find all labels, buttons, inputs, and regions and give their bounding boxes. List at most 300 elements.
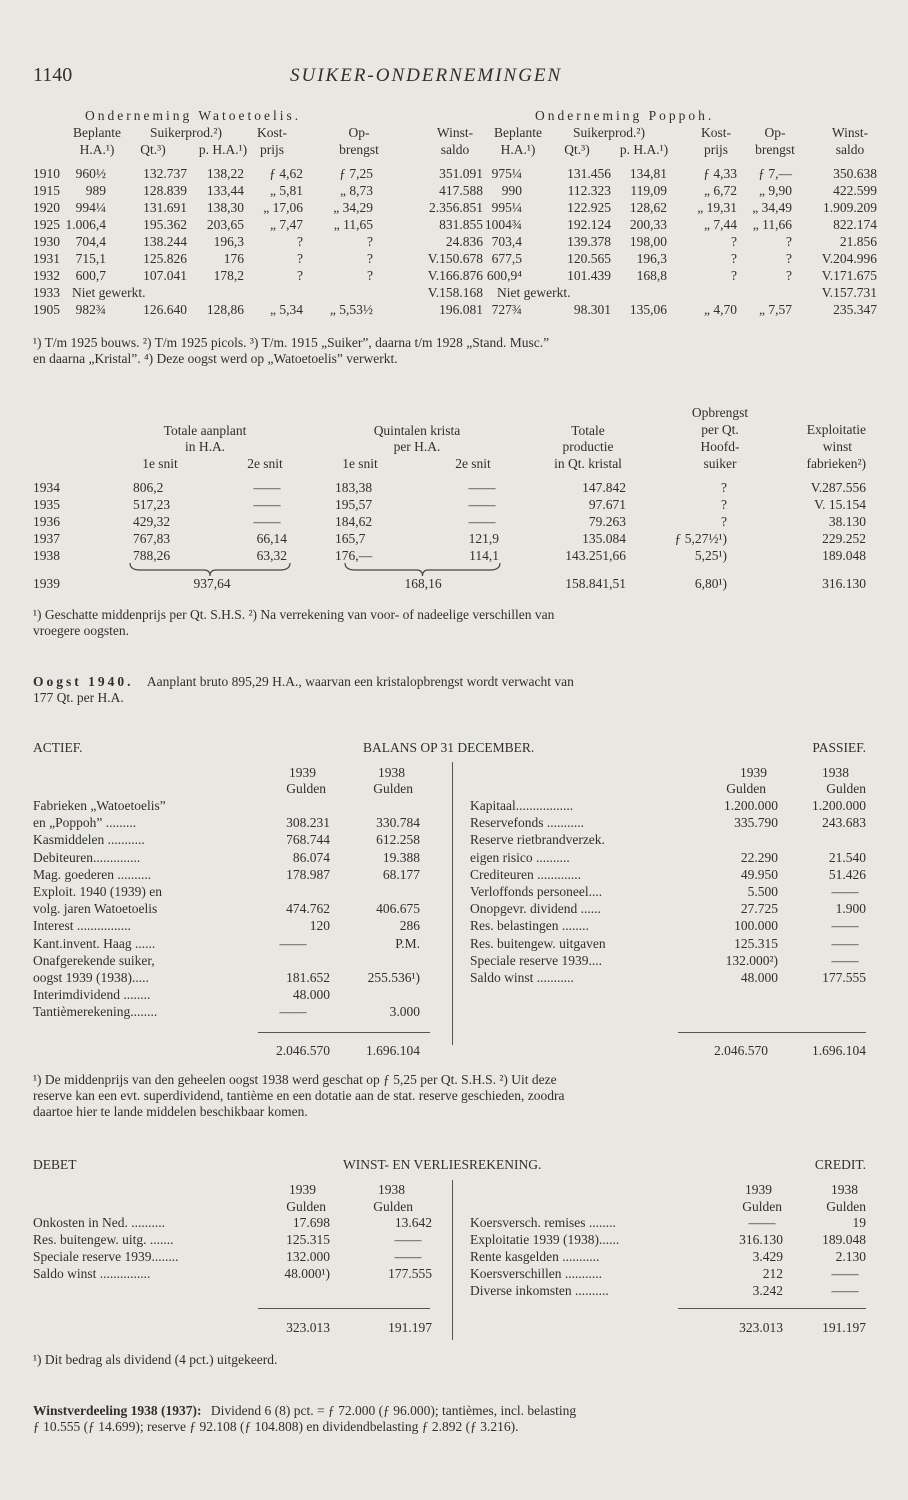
brace-1 <box>130 563 290 576</box>
header-aanplant-1: Totale aanplant <box>163 423 247 438</box>
table1-cell: 1925 <box>33 217 60 232</box>
balance-footnote-3: daartoe hier te lande middelen beschikbaar komen. <box>33 1104 308 1119</box>
table1-cell: ƒ 4,62 <box>269 166 303 181</box>
passief-label-item: Reserve rietbrandverzek. <box>470 832 605 847</box>
passief-1938: —— <box>831 884 859 899</box>
actief-label-item: Fabrieken „Watoetoelis” <box>33 798 166 813</box>
table1-cell: 1910 <box>33 166 60 181</box>
row-1939-quintalen: 168,16 <box>404 576 442 591</box>
table2-cell: 1937 <box>33 531 60 546</box>
table1-cell: 727¾ <box>491 302 522 317</box>
table1-cell: 125.826 <box>143 251 187 266</box>
table1-cell: „ 9,90 <box>759 183 792 198</box>
passief-1938: —— <box>831 953 859 968</box>
actief-total-1938: 1.696.104 <box>366 1043 420 1058</box>
table1-cell: ? <box>731 268 737 283</box>
passief-label-item: Kapitaal................. <box>470 798 574 813</box>
winstverdeeling-paragraph-1 <box>33 1403 576 1418</box>
table1-cell: 98.301 <box>573 302 611 317</box>
credit-total-rule <box>678 1308 866 1309</box>
credit-1938: —— <box>831 1266 859 1281</box>
passief-1939: 49.950 <box>740 867 778 882</box>
passief-label: PASSIEF. <box>812 740 866 755</box>
col-header-1-5: Beplante <box>494 125 542 140</box>
table1-cell: 1915 <box>33 183 60 198</box>
passief-1938: 177.555 <box>822 970 866 985</box>
table1-cell: „ 6,72 <box>704 183 737 198</box>
table1-footnote-1: ¹) T/m 1925 bouws. ²) T/m 1925 picols. ³) T/m. 1915 „Suiker”, daarna t/m 1928 „Stand. Musc.” <box>33 335 550 350</box>
actief-label-item: Interimdividend ........ <box>33 987 151 1002</box>
credit-label: CREDIT. <box>814 1157 866 1172</box>
credit-year-1938: 1938 <box>831 1182 858 1197</box>
credit-item: Rente kasgelden ........... <box>470 1249 600 1264</box>
table2-cell: V. 15.154 <box>814 497 866 512</box>
table1-cell: 168,8 <box>636 268 667 283</box>
table2-cell: 1935 <box>33 497 60 512</box>
table1-cell: 131.456 <box>567 166 611 181</box>
header-totale-3: in Qt. kristal <box>554 456 622 471</box>
actief-1938: 3.000 <box>389 1004 420 1019</box>
credit-1939: 3.242 <box>752 1283 783 1298</box>
passief-1938: —— <box>831 936 859 951</box>
table1-cell: ƒ 7,— <box>758 166 792 181</box>
table2-cell: 788,26 <box>133 548 171 563</box>
col-header-2-2: p. H.A.¹) <box>198 142 248 157</box>
col-header-1-8: Op- <box>764 125 786 140</box>
table2-cell: 147.842 <box>582 480 626 495</box>
table1-cell: 351.091 <box>439 166 483 181</box>
table1-cell: 112.323 <box>567 183 611 198</box>
col-header-2-0: H.A.¹) <box>79 142 115 157</box>
table2-cell: 79.263 <box>588 514 626 529</box>
passief-1938: 51.426 <box>828 867 866 882</box>
debet-year-1939: 1939 <box>289 1182 316 1197</box>
debet-1938: 13.642 <box>394 1215 432 1230</box>
table1-cell: 1933 <box>33 285 60 300</box>
header-opbrengst-4: suiker <box>703 456 737 471</box>
table1-cell: 1920 <box>33 200 60 215</box>
credit-1938: 189.048 <box>822 1232 866 1247</box>
actief-label-item: Interest ................ <box>33 918 131 933</box>
oogst-text-2: 177 Qt. per H.A. <box>33 690 124 705</box>
table1-cell: 120.565 <box>567 251 611 266</box>
actief-1938: 406.675 <box>376 901 420 916</box>
debet-item: Onkosten in Ned. .......... <box>33 1215 165 1230</box>
passief-1939: 335.790 <box>734 815 778 830</box>
actief-1939: 768.744 <box>286 832 330 847</box>
table1-cell: 994¼ <box>75 200 106 215</box>
wv-footnote: ¹) Dit bedrag als dividend (4 pct.) uitgekeerd. <box>33 1352 278 1367</box>
passief-1938: 243.683 <box>822 815 866 830</box>
header-totale-2: productie <box>562 439 614 454</box>
col-header-1-9: Winst- <box>831 125 869 140</box>
col-header-2-5: saldo <box>440 142 470 157</box>
credit-1938: —— <box>831 1283 859 1298</box>
table1-cell: 703,4 <box>491 234 522 249</box>
table2-cell: —— <box>468 514 496 529</box>
actief-1938: 330.784 <box>376 815 420 830</box>
header-quintalen-1: Quintalen krista <box>373 423 461 438</box>
table1-cell: ? <box>786 268 792 283</box>
table1-cell: „ 5,53½ <box>329 302 373 317</box>
passief-label-item: Verloffonds personeel.... <box>470 884 603 899</box>
row-1939-productie: 158.841,51 <box>565 576 626 591</box>
col-header-1-6: Suikerprod.²) <box>573 125 645 140</box>
actief-label-item: Debiteuren.............. <box>33 850 141 865</box>
table1-cell: 1.006,4 <box>65 217 106 232</box>
table1-cell: Niet gewerkt. <box>497 285 571 300</box>
table1-cell: 195.362 <box>143 217 187 232</box>
credit-1938: 2.130 <box>835 1249 866 1264</box>
passief-1939: 48.000 <box>740 970 778 985</box>
table2-cell: 806,2 <box>133 480 164 495</box>
actief-label-item: Onafgerekende suiker, <box>33 953 155 968</box>
table1-cell: 128,62 <box>629 200 667 215</box>
page-title: SUIKER-ONDERNEMINGEN <box>290 65 563 86</box>
balance-footnote-1: ¹) De middenprijs van den geheelen oogst 1938 werd geschat op ƒ 5,25 per Qt. S.H.S. ²) Uit deze <box>33 1072 557 1087</box>
debet-total-1939: 323.013 <box>286 1320 330 1335</box>
actief-1938: 255.536¹) <box>367 970 420 985</box>
table1-cell: 128.839 <box>143 183 187 198</box>
passief-1939: 125.315 <box>734 936 778 951</box>
table2-cell: ƒ 5,27½¹) <box>674 531 727 546</box>
balans-divider <box>452 762 453 1045</box>
table1-cell: 975¼ <box>491 166 522 181</box>
row-1939-year: 1939 <box>33 576 60 591</box>
credit-1938: 19 <box>852 1215 866 1230</box>
table2-cell: 517,23 <box>133 497 171 512</box>
actief-1939: —— <box>279 936 307 951</box>
table1-cell: 24.836 <box>445 234 483 249</box>
table1-cell: „ 11,66 <box>752 217 792 232</box>
table2-cell: 195,57 <box>335 497 373 512</box>
actief-1939: 474.762 <box>286 901 330 916</box>
table2-cell: 176,— <box>335 548 373 563</box>
credit-item: Koersversch. remises ........ <box>470 1215 616 1230</box>
table1-cell: 133,44 <box>206 183 244 198</box>
table1-cell: ? <box>786 234 792 249</box>
actief-year-1939: 1939 <box>289 765 316 780</box>
table1-cell: 107.041 <box>143 268 187 283</box>
table1-cell: 21.856 <box>839 234 877 249</box>
table1-cell: „ 11,65 <box>333 217 373 232</box>
oogst-paragraph-1 <box>33 674 574 689</box>
table1-cell: 203,65 <box>206 217 244 232</box>
table1-cell: V.158.168 <box>427 285 483 300</box>
table2-footnote-2: vroegere oogsten. <box>33 623 129 638</box>
table1-cell: ? <box>367 268 373 283</box>
snit-header-3: 1e snit <box>342 456 378 471</box>
table1-cell: 192.124 <box>567 217 611 232</box>
table1-cell: ? <box>731 234 737 249</box>
table1-cell: 139.378 <box>567 234 611 249</box>
passief-label-item: Crediteuren ............. <box>470 867 581 882</box>
table2-cell: —— <box>468 497 496 512</box>
table1-cell: 101.439 <box>567 268 611 283</box>
actief-1939: —— <box>279 1004 307 1019</box>
table1-cell: 677,5 <box>491 251 522 266</box>
passief-1939: 27.725 <box>740 901 778 916</box>
table1-cell: 422.599 <box>833 183 877 198</box>
table2-cell: 66,14 <box>256 531 287 546</box>
passief-1939: 100.000 <box>734 918 778 933</box>
table1-cell: „ 7,47 <box>270 217 303 232</box>
brace-2 <box>345 563 500 576</box>
col-header-2-8: p. H.A.¹) <box>619 142 669 157</box>
table1-cell: „ 8,73 <box>340 183 373 198</box>
table1-cell: 128,86 <box>206 302 244 317</box>
table1-cell: ? <box>297 234 303 249</box>
passief-total-1939: 2.046.570 <box>714 1043 768 1058</box>
table2-cell: —— <box>253 480 281 495</box>
table1-cell: 2.356.851 <box>429 200 483 215</box>
header-quintalen-2: per H.A. <box>393 439 441 454</box>
actief-1939: 48.000 <box>292 987 330 1002</box>
debet-unit-1939: Gulden <box>286 1199 326 1214</box>
col-header-1-1: Suikerprod.²) <box>150 125 222 140</box>
table2-cell: 184,62 <box>335 514 373 529</box>
table2-cell: 63,32 <box>256 548 287 563</box>
credit-item: Exploitatie 1939 (1938)...... <box>470 1232 620 1247</box>
col-header-2-4: brengst <box>339 142 379 157</box>
debet-1939: 17.698 <box>292 1215 330 1230</box>
passief-1939: 1.200.000 <box>724 798 778 813</box>
table1-cell: 350.638 <box>833 166 877 181</box>
col-header-2-10: brengst <box>755 142 795 157</box>
table1-cell: 960½ <box>75 166 106 181</box>
passief-1939: 132.000²) <box>725 953 778 968</box>
table2-cell: 5,25¹) <box>694 548 727 563</box>
table2-cell: 767,83 <box>133 531 171 546</box>
passief-label-item: Speciale reserve 1939.... <box>470 953 602 968</box>
balance-footnote-2: reserve kan een evt. superdividend, tantième en een dotatie aan de stat. reserve geschieden, zoodra <box>33 1088 565 1103</box>
passief-unit-1938: Gulden <box>826 781 866 796</box>
table2-cell: 1938 <box>33 548 60 563</box>
credit-1939: —— <box>748 1215 776 1230</box>
passief-1938: —— <box>831 918 859 933</box>
wv-title: WINST- EN VERLIESREKENING. <box>343 1157 542 1172</box>
winstverdeeling-text-1: Dividend 6 (8) pct. = ƒ 72.000 (ƒ 96.000); tantièmes, incl. belasting <box>210 1403 577 1418</box>
table2-cell: —— <box>468 480 496 495</box>
credit-1939: 3.429 <box>752 1249 783 1264</box>
passief-label-item: Onopgevr. dividend ...... <box>470 901 601 916</box>
table2-cell: ? <box>721 480 727 495</box>
passief-1939: 22.290 <box>740 850 778 865</box>
table1-cell: V.150.678 <box>427 251 483 266</box>
snit-header-4: 2e snit <box>455 456 491 471</box>
actief-label-item: Exploit. 1940 (1939) en <box>33 884 162 899</box>
passief-1938: 1.900 <box>835 901 866 916</box>
passief-total-rule <box>678 1032 866 1033</box>
table1-cell: 600,9⁴ <box>486 268 522 283</box>
table2-cell: 1934 <box>33 480 60 495</box>
actief-1939: 86.074 <box>292 850 330 865</box>
passief-year-1939: 1939 <box>740 765 767 780</box>
table2-cell: 189.048 <box>822 548 866 563</box>
debet-total-rule <box>258 1308 430 1309</box>
actief-label-item: Mag. goederen .......... <box>33 867 152 882</box>
credit-item: Diverse inkomsten .......... <box>470 1283 609 1298</box>
col-header-2-6: H.A.¹) <box>500 142 536 157</box>
table1-cell: „ 5,81 <box>270 183 303 198</box>
table1-cell: 135,06 <box>629 302 667 317</box>
table1-cell: 126.640 <box>143 302 187 317</box>
balans-title: BALANS OP 31 DECEMBER. <box>363 740 535 755</box>
table2-cell: 429,32 <box>133 514 171 529</box>
debet-1939: 132.000 <box>286 1249 330 1264</box>
table1-cell: 715,1 <box>75 251 106 266</box>
table1-cell: 1932 <box>33 268 60 283</box>
table1-cell: 1.909.209 <box>823 200 877 215</box>
header-opbrengst-1: Opbrengst <box>691 405 749 420</box>
table1-cell: „ 19,31 <box>697 200 737 215</box>
debet-item: Speciale reserve 1939........ <box>33 1249 179 1264</box>
credit-total-1938: 191.197 <box>822 1320 866 1335</box>
actief-label-item: Tantièmerekening........ <box>33 1004 158 1019</box>
table1-cell: ? <box>297 251 303 266</box>
actief-label-item: Kant.invent. Haag ...... <box>33 936 156 951</box>
col-header-1-7: Kost- <box>701 125 731 140</box>
passief-label-item: Res. buitengew. uitgaven <box>470 936 606 951</box>
table1-cell: 982¾ <box>75 302 106 317</box>
actief-1938: 19.388 <box>382 850 420 865</box>
header-exploitatie-1: Exploitatie <box>806 422 866 437</box>
col-header-2-3: prijs <box>259 142 284 157</box>
credit-1939: 212 <box>762 1266 783 1281</box>
table2-cell: 38.130 <box>828 514 866 529</box>
table2-cell: 143.251,66 <box>565 548 626 563</box>
passief-label-item: Reservefonds ........... <box>470 815 584 830</box>
table1-cell: ? <box>367 251 373 266</box>
table2-cell: 97.671 <box>588 497 626 512</box>
table2-cell: 183,38 <box>335 480 373 495</box>
table2-cell: 114,1 <box>469 548 499 563</box>
table1-cell: 119,09 <box>630 183 667 198</box>
actief-1938: 286 <box>399 918 420 933</box>
table1-cell: Niet gewerkt. <box>72 285 146 300</box>
col-header-2-7: Qt.³) <box>564 142 590 157</box>
actief-1939: 308.231 <box>286 815 330 830</box>
credit-unit-1938: Gulden <box>826 1199 866 1214</box>
header-exploitatie-2: winst <box>822 439 852 454</box>
passief-unit-1939: Gulden <box>726 781 766 796</box>
actief-1938: 612.258 <box>376 832 420 847</box>
row-1939-aanplant: 937,64 <box>193 576 231 591</box>
debet-item: Saldo winst ............... <box>33 1266 151 1281</box>
actief-1938: 68.177 <box>382 867 420 882</box>
snit-header-1: 1e snit <box>142 456 178 471</box>
table2-cell: 165,7 <box>335 531 366 546</box>
actief-unit-1939: Gulden <box>286 781 326 796</box>
debet-1938: —— <box>394 1249 422 1264</box>
debet-1939: 125.315 <box>286 1232 330 1247</box>
table1-cell: 995¼ <box>491 200 522 215</box>
actief-label-item: oogst 1939 (1938)..... <box>33 970 149 985</box>
table1-cell: ƒ 7,25 <box>339 166 373 181</box>
col-header-1-4: Winst- <box>436 125 474 140</box>
debet-total-1938: 191.197 <box>388 1320 432 1335</box>
credit-item: Koersverschillen ........... <box>470 1266 602 1281</box>
table1-cell: „ 17,06 <box>263 200 303 215</box>
table1-cell: ? <box>731 251 737 266</box>
table1-cell: 822.174 <box>833 217 877 232</box>
table1-cell: 196,3 <box>213 234 244 249</box>
group-header-watoetoelis: Onderneming Watoetoelis. <box>85 108 302 123</box>
table1-cell: „ 34,49 <box>752 200 792 215</box>
credit-year-1939: 1939 <box>745 1182 772 1197</box>
table1-cell: V.166.876 <box>427 268 483 283</box>
table1-cell: 176 <box>223 251 244 266</box>
passief-1938: 21.540 <box>828 850 866 865</box>
table1-cell: V.157.731 <box>821 285 877 300</box>
table1-cell: 200,33 <box>629 217 667 232</box>
passief-total-1938: 1.696.104 <box>812 1043 866 1058</box>
table1-cell: 704,4 <box>75 234 106 249</box>
debet-label: DEBET <box>33 1157 77 1172</box>
table1-cell: „ 4,70 <box>704 302 737 317</box>
table1-cell: 831.855 <box>439 217 483 232</box>
header-opbrengst-2: per Qt. <box>701 422 739 437</box>
table1-cell: 131.691 <box>143 200 187 215</box>
table2-footnote-1: ¹) Geschatte middenprijs per Qt. S.H.S. ²) Na verrekening van voor- of nadeelige verschillen van <box>33 607 555 622</box>
table1-cell: ƒ 4,33 <box>703 166 737 181</box>
winstverdeeling-text-2: ƒ 10.555 (ƒ 14.699); reserve ƒ 92.108 (ƒ 104.808) en dividendbelasting ƒ 2.892 (ƒ 3.216). <box>33 1419 519 1434</box>
table1-cell: 196,3 <box>636 251 667 266</box>
credit-1939: 316.130 <box>739 1232 783 1247</box>
table1-cell: 235.347 <box>833 302 877 317</box>
table1-cell: V.171.675 <box>821 268 877 283</box>
table1-cell: ? <box>786 251 792 266</box>
passief-1938: 1.200.000 <box>812 798 866 813</box>
col-header-1-0: Beplante <box>73 125 121 140</box>
table1-cell: 989 <box>85 183 106 198</box>
passief-label-item: eigen risico .......... <box>470 850 570 865</box>
table1-cell: 132.737 <box>143 166 187 181</box>
oogst-text-1: Aanplant bruto 895,29 H.A., waarvan een kristalopbrengst wordt verwacht van <box>146 674 574 689</box>
snit-header-2: 2e snit <box>247 456 283 471</box>
table1-cell: 138,22 <box>206 166 244 181</box>
table2-cell: —— <box>253 514 281 529</box>
table1-cell: 600,7 <box>75 268 106 283</box>
table1-cell: „ 7,44 <box>704 217 737 232</box>
table1-cell: 198,00 <box>629 234 667 249</box>
credit-total-1939: 323.013 <box>739 1320 783 1335</box>
debet-1938: —— <box>394 1232 422 1247</box>
actief-1939: 120 <box>309 918 330 933</box>
table1-cell: ? <box>367 234 373 249</box>
table1-cell: 1905 <box>33 302 60 317</box>
credit-unit-1939: Gulden <box>742 1199 782 1214</box>
col-header-2-9: prijs <box>703 142 728 157</box>
col-header-2-1: Qt.³) <box>140 142 166 157</box>
table1-cell: 178,2 <box>213 268 244 283</box>
header-aanplant-2: in H.A. <box>184 439 226 454</box>
passief-year-1938: 1938 <box>822 765 849 780</box>
debet-unit-1938: Gulden <box>373 1199 413 1214</box>
oogst-label: Oogst 1940. <box>33 674 134 689</box>
table1-cell: „ 7,57 <box>759 302 792 317</box>
header-opbrengst-3: Hoofd- <box>700 439 740 454</box>
table1-cell: 134,81 <box>629 166 667 181</box>
table2-cell: 135.084 <box>582 531 626 546</box>
actief-year-1938: 1938 <box>378 765 405 780</box>
table1-cell: 417.588 <box>439 183 483 198</box>
table2-cell: 1936 <box>33 514 60 529</box>
row-1939-winst: 316.130 <box>822 576 866 591</box>
table1-cell: 990 <box>501 183 522 198</box>
table1-cell: 138,30 <box>206 200 244 215</box>
actief-unit-1938: Gulden <box>373 781 413 796</box>
